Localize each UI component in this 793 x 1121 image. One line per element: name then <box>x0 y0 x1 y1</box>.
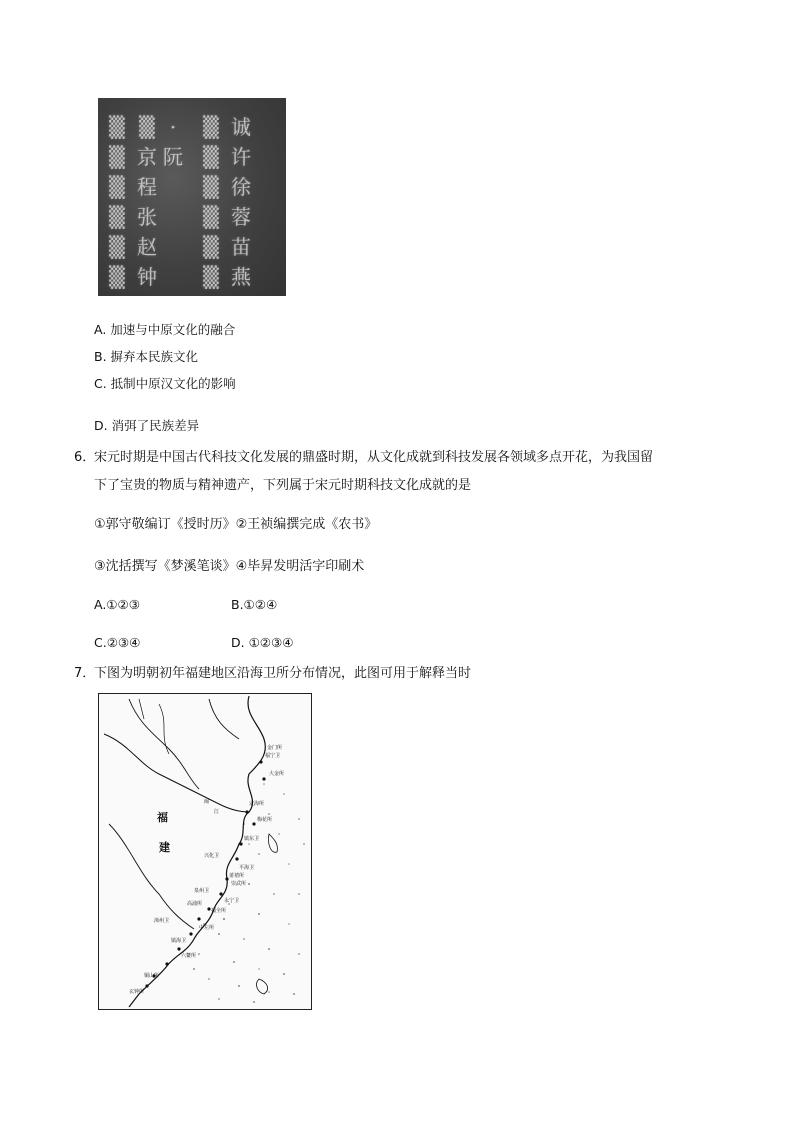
q7-number: 7． <box>74 666 96 681</box>
place-label: 漳州卫 <box>154 918 170 924</box>
island-south <box>257 979 268 994</box>
river-label-jiang: 江 <box>214 809 220 815</box>
river-ne <box>209 699 239 739</box>
place-label: 莆禧所 <box>229 873 245 879</box>
place-label: 平海卫 <box>239 865 255 871</box>
place-label: 六鳌所 <box>181 953 197 959</box>
place-label: 大金所 <box>269 771 285 777</box>
inscription-column-2: ▒ 京 程 张 赵 钟 <box>137 115 157 289</box>
inscription-column-3: · 阮 <box>163 115 183 169</box>
min-river <box>104 734 249 812</box>
garrison-markers <box>145 760 265 987</box>
place-label: 玄钟所 <box>129 989 145 995</box>
q6-number: 6． <box>74 450 96 465</box>
q6-items-line-2: ③沈括撰写《梦溪笔谈》④毕昇发明活字印刷术 <box>94 559 365 574</box>
q7-stem: 下图为明朝初年福建地区沿海卫所分布情况，此图可用于解释当时 <box>94 666 472 681</box>
coastline <box>129 696 265 1007</box>
inscription-image <box>98 98 286 296</box>
map-drawing <box>99 694 311 1009</box>
q5-option-b: B. 摒弃本民族文化 <box>94 349 199 364</box>
q5-option-c: C. 抵制中原汉文化的影响 <box>94 376 236 391</box>
place-label: 兴化卫 <box>204 853 220 859</box>
q5-option-a: A. 加速与中原文化的融合 <box>94 322 236 337</box>
region-label-jian: 建 <box>159 841 170 854</box>
q6-stem-line-2: 下了宝贵的物质与精神遗产，下列属于宋元时期科技文化成就的是 <box>94 478 472 493</box>
q6-items-line-1: ①郭守敬编订《授时历》②王祯编撰完成《农书》 <box>94 517 378 532</box>
place-label: 金门所 <box>267 745 283 751</box>
river-north <box>129 699 199 789</box>
river-branch <box>139 699 169 754</box>
q6-option-c: C.②③④ <box>94 635 141 650</box>
place-label: 镇海卫 <box>171 938 187 944</box>
place-label: 福宁卫 <box>265 753 281 759</box>
region-label-fu: 福 <box>157 811 168 824</box>
inscription-column-1: ▒ ▒ ▒ ▒ ▒ ▒ <box>109 115 125 289</box>
fujian-coastal-garrison-map <box>98 693 312 1010</box>
place-label: 镇东卫 <box>244 836 260 842</box>
island <box>268 834 277 852</box>
q6-stem-line-1: 宋元时期是中国古代科技文化发展的鼎盛时期，从文化成就到科技发展各领域多点开花，为我国留 <box>94 450 654 465</box>
place-label: 泉州卫 <box>194 888 210 894</box>
q6-option-a: A.①②③ <box>94 597 140 612</box>
place-label: 铜山所 <box>144 973 160 979</box>
place-label: 福全所 <box>211 908 227 914</box>
place-label: 高浦所 <box>187 901 203 907</box>
place-label: 定海所 <box>249 801 265 807</box>
place-label: 中左所 <box>199 925 215 931</box>
inscription-column-4: ▒ ▒ ▒ ▒ ▒ ▒ <box>203 115 219 289</box>
place-label: 梅花所 <box>257 817 273 823</box>
river-south <box>109 824 194 929</box>
q5-option-d: D. 消弭了民族差异 <box>94 418 200 433</box>
q6-option-d: D. ①②③④ <box>231 635 294 650</box>
inscription-column-5: 诚 许 徐 蓉 苗 燕 <box>231 115 251 289</box>
q6-option-b: B.①②④ <box>231 597 278 612</box>
sea-stipple <box>193 783 305 1003</box>
river-label-min: 闽 <box>204 799 210 805</box>
place-label: 崇武所 <box>231 881 247 887</box>
place-label: 永宁卫 <box>224 898 240 904</box>
